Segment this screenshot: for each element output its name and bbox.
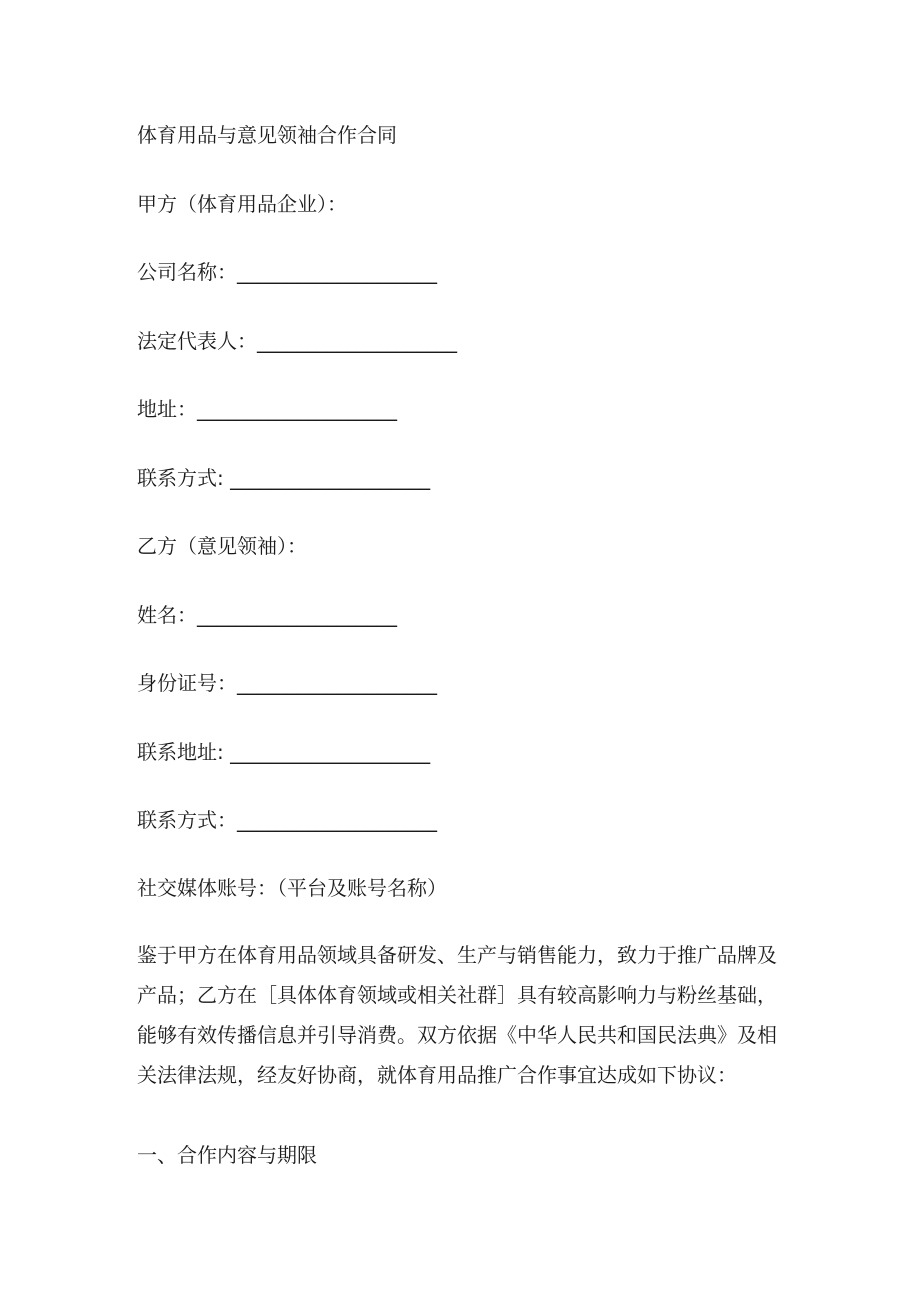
preamble-paragraph	[137, 935, 787, 1095]
party-b-id-field: 身份证号：____________________	[137, 671, 437, 695]
party-a-representative-field: 法定代表人：____________________	[137, 329, 457, 353]
party-b-address-field: 联系地址: ____________________	[137, 740, 431, 764]
party-a-address-field: 地址：____________________	[137, 397, 397, 421]
party-a-heading: 甲方（体育用品企业）：	[137, 192, 347, 216]
party-b-name-field: 姓名：____________________	[137, 603, 397, 627]
party-b-social-field: 社交媒体账号：（平台及账号名称）	[137, 876, 447, 900]
preamble-line: 产品；乙方在［具体体育领域或相关社群］具有较高影响力与粉丝基础，	[137, 983, 777, 1007]
section-heading: 一、合作内容与期限	[137, 1143, 317, 1167]
document-title: 体育用品与意见领袖合作合同	[137, 123, 397, 147]
preamble-line: 鉴于甲方在体育用品领域具备研发、生产与销售能力，致力于推广品牌及	[137, 943, 777, 967]
preamble-line: 关法律法规，经友好协商，就体育用品推广合作事宜达成如下协议：	[137, 1063, 737, 1087]
party-b-contact-field: 联系方式：____________________	[137, 808, 437, 832]
party-b-heading: 乙方（意见领袖）：	[137, 534, 307, 558]
party-a-company-field: 公司名称：____________________	[137, 260, 437, 284]
preamble-line: 能够有效传播信息并引导消费。双方依据《中华人民共和国民法典》及相	[137, 1023, 777, 1047]
party-a-contact-field: 联系方式: ____________________	[137, 466, 431, 490]
